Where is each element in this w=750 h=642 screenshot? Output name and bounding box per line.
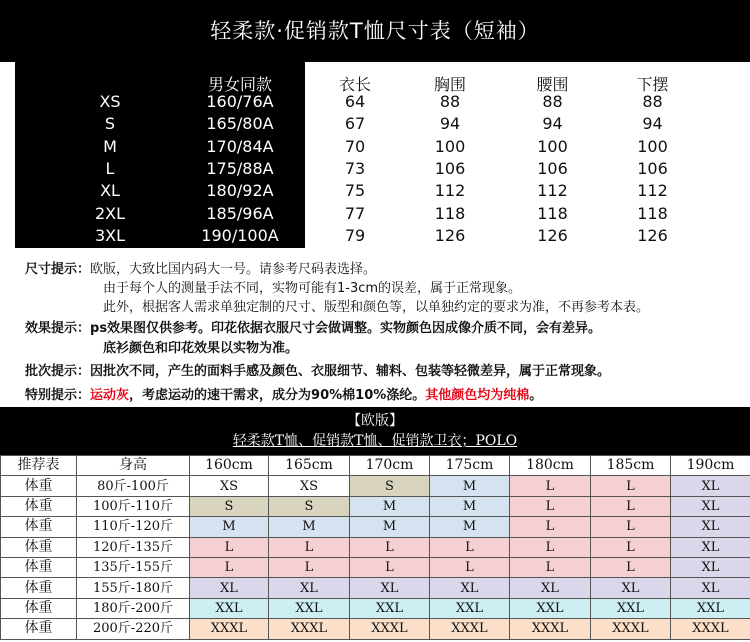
size-recommendation-cell: L [430,537,510,557]
recommend-header-row [1,456,750,476]
size-recommendation-cell: L [591,517,671,537]
size-table-cell-spec: 165/80A [206,114,274,134]
size-recommendation-cell: XXL [430,598,510,618]
size-table-cell-hem: 88 [642,92,663,111]
size-recommendation-cell: L [591,496,671,516]
size-table-cell-spec: 185/96A [206,203,274,223]
size-recommendation-cell: XXXL [430,619,510,639]
special-note-end: 。 [529,388,543,403]
size-table-cell-chest: 126 [434,225,466,245]
size-recommendation-cell: XL [269,578,350,598]
effect-note-line-1: ps效果图仅供参考。印花依据衣服尺寸会做调整。实物颜色因成像介质不同，会有差异。 [90,321,602,336]
size-table-cell-hem: 126 [637,225,668,245]
size-recommendation-cell: L [269,537,350,557]
size-table-cell-hem: 100 [637,136,668,156]
size-table-cell-spec: 160/76A [206,92,274,111]
size-table-cell-size: XL [100,181,120,201]
table-row [1,578,750,598]
table-row [1,619,750,639]
recommend-table-wrapper [0,455,750,642]
recommend-header-cell: 165cm [269,456,350,476]
size-recommendation-cell: XL [671,537,750,557]
size-table-cell-size: 3XL [94,225,126,245]
size-recommendation-cell: L [350,537,430,557]
batch-note-label: 批次提示： [25,364,91,379]
size-table-cell-chest: 118 [434,203,466,223]
size-recommendation-cell: L [510,476,591,496]
recommend-header-cell: 身高 [77,456,190,476]
size-recommendation-cell: XL [671,517,750,537]
size-table-cell-hem: 94 [642,114,663,134]
table-row [1,476,750,496]
weight-range: 120斤-135斤 [77,537,190,557]
size-table-cell-chest: 94 [439,114,461,134]
weight-range: 180斤-200斤 [77,598,190,618]
header-unisex: 男女同款 [207,75,272,94]
size-recommendation-cell: L [510,557,591,577]
size-table-cell-waist: 94 [542,114,563,134]
size-recommendation-cell: XL [430,578,510,598]
size-recommendation-cell: XS [269,476,350,496]
recommend-title: 【欧版】 [347,413,403,429]
size-recommendation-cell: XL [671,496,750,516]
size-recommendation-cell: M [430,476,510,496]
size-table-cell-waist: 118 [537,203,568,223]
size-table-cell-waist: 106 [537,158,568,178]
size-table-cell-hem: 106 [637,158,668,178]
size-table-cell-spec: 180/92A [206,181,274,201]
size-table-cell-length: 79 [344,225,366,245]
weight-label: 体重 [1,476,77,496]
size-recommendation-cell: M [269,517,350,537]
size-recommendation-cell: XXXL [269,619,350,639]
recommend-header [0,407,750,455]
size-table-cell-chest: 106 [434,158,466,178]
size-recommendation-cell: L [510,537,591,557]
size-table-cell-length: 64 [344,92,366,111]
table-row [1,557,750,577]
size-recommendation-cell: L [430,557,510,577]
table-row [1,517,750,537]
size-table [0,62,750,248]
recommend-header-cell: 170cm [350,456,430,476]
size-recommendation-cell: XL [591,578,671,598]
size-recommendation-cell: XXL [591,598,671,618]
recommend-header-cell: 175cm [430,456,510,476]
page-title: 轻柔款·促销款T恤尺寸表（短袖） [210,19,540,43]
effect-note-label: 效果提示： [25,321,91,336]
size-recommendation-cell: XXXL [190,619,269,639]
size-recommendation-cell: L [190,537,269,557]
size-recommendation-cell: XXXL [671,619,750,639]
size-recommendation-cell: L [269,557,350,577]
size-table-cell-chest: 88 [439,92,461,111]
weight-label: 体重 [1,557,77,577]
size-table-cell-spec: 170/84A [206,136,274,156]
size-note-line-3: 此外，根据客人需求单独定制的尺寸、版型和颜色等，以单独约定的要求为准，不再参考本表。 [103,300,650,315]
weight-label: 体重 [1,619,77,639]
size-recommendation-cell: XXL [350,598,430,618]
size-recommendation-cell: XL [671,578,750,598]
effect-note-line-2: 底衫颜色和印花效果以实物为准。 [103,341,299,356]
size-recommendation-cell: S [190,496,269,516]
size-recommendation-cell: M [350,517,430,537]
size-recommendation-cell: M [430,517,510,537]
size-table-cell-waist: 126 [537,225,568,245]
recommend-header-cell: 190cm [671,456,750,476]
size-recommendation-cell: L [591,557,671,577]
size-table-cell-hem: 118 [637,203,668,223]
size-recommendation-cell: XXXL [510,619,591,639]
size-table-cell-length: 75 [344,181,366,201]
weight-range: 155斤-180斤 [77,578,190,598]
size-recommendation-cell: S [350,476,430,496]
size-table-cell-size: 2XL [94,203,126,223]
size-table-cell-spec: 175/88A [206,158,274,178]
size-table-cell-size: S [104,114,116,134]
size-table-cell-spec: 190/100A [201,225,279,245]
special-note-highlight-1: 运动灰 [90,388,130,403]
size-table-cell-chest: 112 [434,181,466,201]
recommend-header-cell: 180cm [510,456,591,476]
size-recommendation-cell: L [510,496,591,516]
size-recommendation-cell: XL [671,476,750,496]
size-table-cell-hem: 112 [637,181,668,201]
title-banner [0,0,750,62]
size-recommendation-cell: XXXL [350,619,430,639]
size-recommendation-cell: M [430,496,510,516]
size-recommendation-cell: XXL [671,598,750,618]
recommend-header-cell: 160cm [190,456,269,476]
size-recommendation-cell: M [190,517,269,537]
special-note-label: 特别提示： [25,388,91,403]
weight-label: 体重 [1,598,77,618]
header-waist: 腰围 [536,75,569,94]
size-table-cell-waist: 100 [537,136,568,156]
table-row [1,496,750,516]
size-table-cell-length: 77 [344,203,366,223]
recommend-table [0,455,750,640]
weight-label: 体重 [1,517,77,537]
size-table-cell-length: 70 [344,136,366,156]
weight-range: 135斤-155斤 [77,557,190,577]
size-table-cell-length: 67 [344,114,366,134]
size-recommendation-cell: L [591,537,671,557]
weight-label: 体重 [1,496,77,516]
weight-label: 体重 [1,578,77,598]
size-recommendation-cell: L [510,517,591,537]
size-note-label: 尺寸提示： [25,262,91,277]
size-note-line-2: 由于每个人的测量手法不同，实物可能有1-3cm的误差，属于正常现象。 [103,281,522,296]
size-recommendation-cell: XXXL [591,619,671,639]
weight-range: 80斤-100斤 [77,476,190,496]
special-note-highlight-2: 其他颜色均为纯棉 [425,388,530,403]
table-row [1,598,750,618]
size-table-cell-size: L [105,158,115,178]
header-chest: 胸围 [433,75,466,94]
special-note-text: ，考虑运动的速干需求，成分为90%棉10%涤纶。 [129,388,426,403]
size-recommendation-cell: M [350,496,430,516]
size-recommendation-cell: L [591,476,671,496]
size-recommendation-cell: XS [190,476,269,496]
size-recommendation-cell: L [350,557,430,577]
recommend-subtitle: 轻柔款T恤、促销款T恤、促销款卫衣；POLO [232,433,518,449]
header-hem: 下摆 [636,75,669,94]
size-note-line-1: 欧版，大致比国内码大一号。请参考尺码表选择。 [90,262,377,277]
size-table-cell-chest: 100 [434,136,466,156]
size-table-cell-waist: 112 [537,181,568,201]
weight-range: 100斤-110斤 [77,496,190,516]
size-table-cell-waist: 88 [542,92,563,111]
size-recommendation-cell: XL [350,578,430,598]
size-recommendation-cell: XL [510,578,591,598]
size-recommendation-cell: L [190,557,269,577]
size-recommendation-cell: XXL [190,598,269,618]
size-recommendation-cell: XXL [269,598,350,618]
size-table-cell-size: XS [99,92,121,111]
batch-note-text: 因批次不同，产生的面料手感及颜色、衣服细节、辅料、包装等轻微差异，属于正常现象。 [90,364,611,379]
table-row [1,537,750,557]
weight-range: 110斤-120斤 [77,517,190,537]
size-table-cell-size: M [103,136,117,156]
recommend-header-cell: 推荐表 [1,456,77,476]
weight-range: 200斤-220斤 [77,619,190,639]
size-table-cell-length: 73 [344,158,366,178]
header-length: 衣长 [338,75,371,94]
size-recommendation-cell: XL [671,557,750,577]
size-recommendation-cell: S [269,496,350,516]
recommend-header-cell: 185cm [591,456,671,476]
size-recommendation-cell: XXL [510,598,591,618]
size-recommendation-cell: XL [190,578,269,598]
weight-label: 体重 [1,537,77,557]
